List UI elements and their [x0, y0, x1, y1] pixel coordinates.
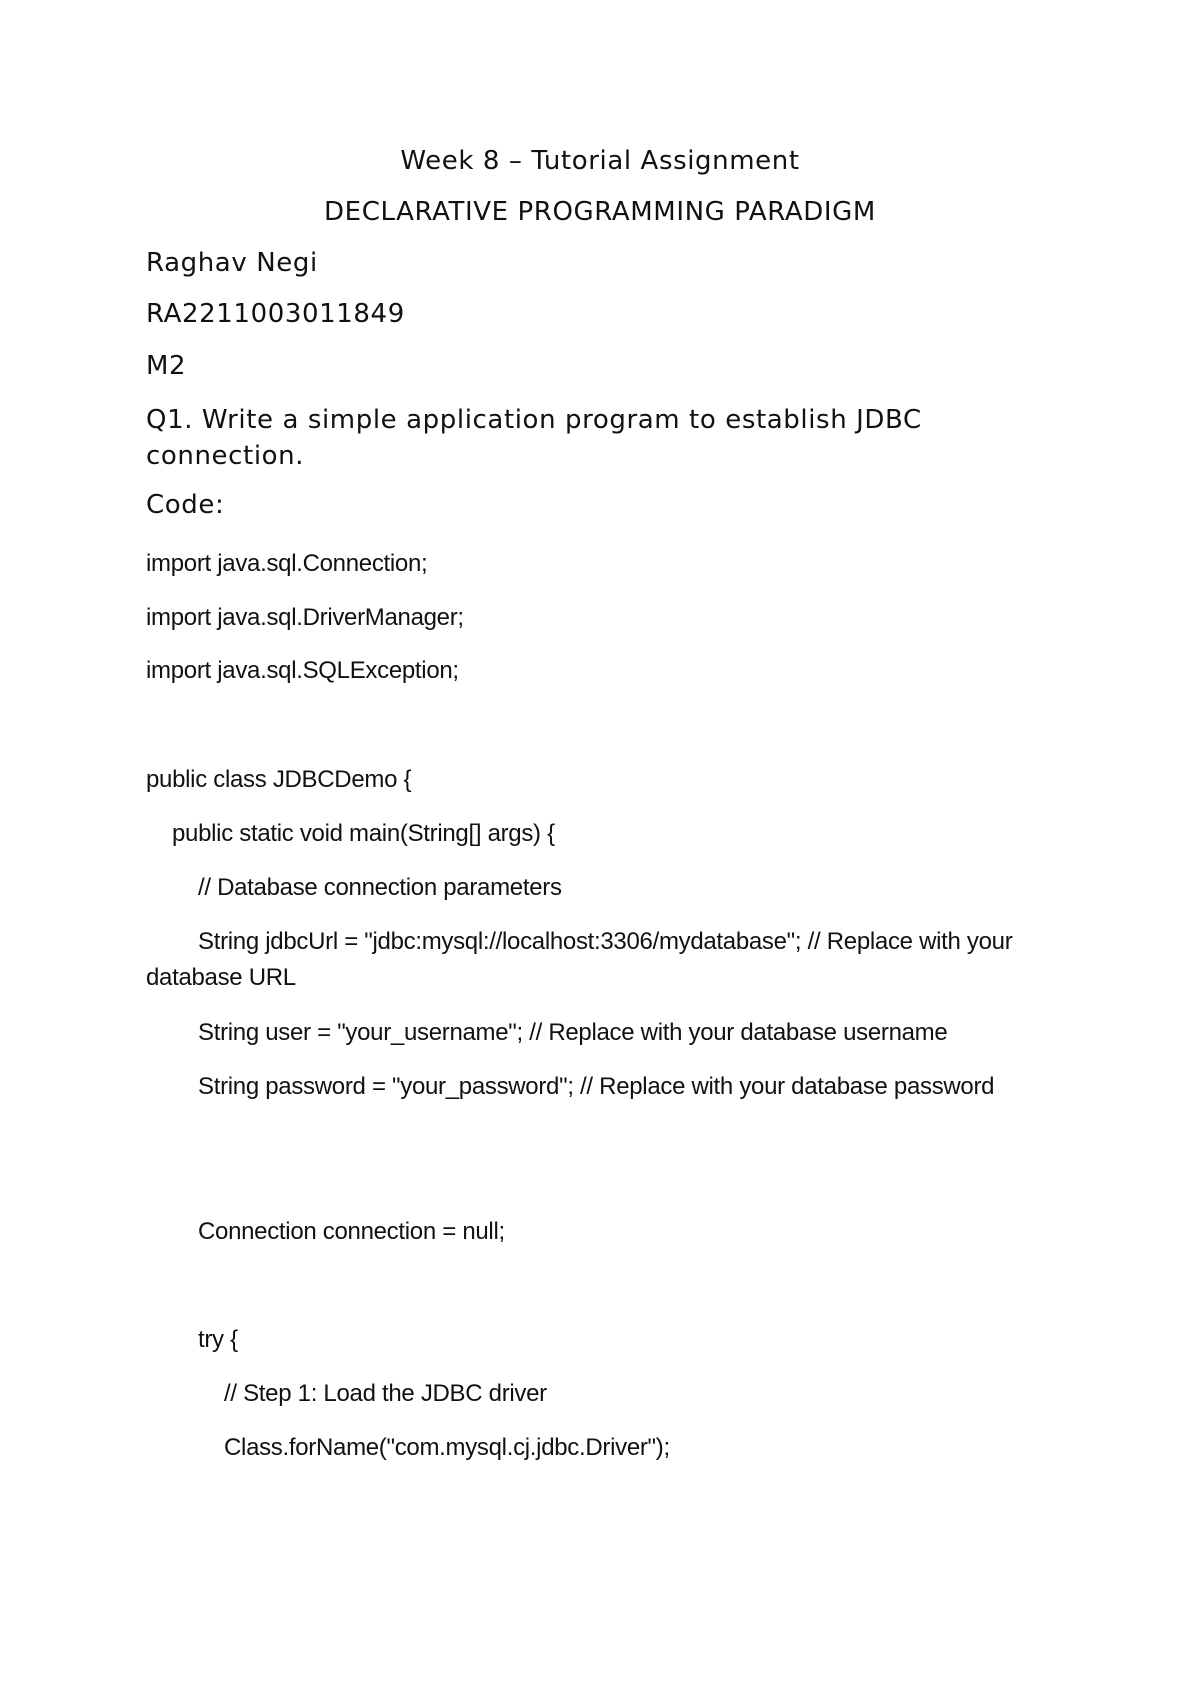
document-title: Week 8 – Tutorial Assignment: [400, 146, 800, 176]
code-line-try-open: try {: [198, 1326, 238, 1353]
code-line-user: String user = "your_username"; // Replace with your database username: [198, 1019, 948, 1046]
code-line-main-declaration: public static void main(String[] args) {: [172, 820, 555, 847]
student-name: Raghav Negi: [146, 248, 318, 278]
code-label: Code:: [146, 490, 225, 520]
code-line-password: String password = "your_password"; // Replace with your database password: [198, 1073, 995, 1100]
code-line-connection: Connection connection = null;: [198, 1218, 505, 1245]
question-text: Q1. Write a simple application program to establish JDBC connection.: [146, 405, 922, 471]
code-line-comment-step1: // Step 1: Load the JDBC driver: [224, 1380, 547, 1407]
code-line-import-sqlexception: import java.sql.SQLException;: [146, 657, 459, 684]
code-line-comment-params: // Database connection parameters: [198, 874, 562, 901]
section-label: M2: [146, 351, 187, 381]
registration-number: RA2211003011849: [146, 299, 405, 329]
code-line-import-connection: import java.sql.Connection;: [146, 550, 428, 577]
code-line-class-forname: Class.forName("com.mysql.cj.jdbc.Driver");: [224, 1434, 670, 1461]
code-line-class-declaration: public class JDBCDemo {: [146, 766, 412, 793]
document-subtitle: DECLARATIVE PROGRAMMING PARADIGM: [324, 197, 876, 227]
code-line-import-drivermanager: import java.sql.DriverManager;: [146, 604, 464, 631]
code-line-jdbc-url: String jdbcUrl = "jdbc:mysql://localhost:3306/mydatabase"; // Replace with your database URL: [146, 928, 1013, 991]
